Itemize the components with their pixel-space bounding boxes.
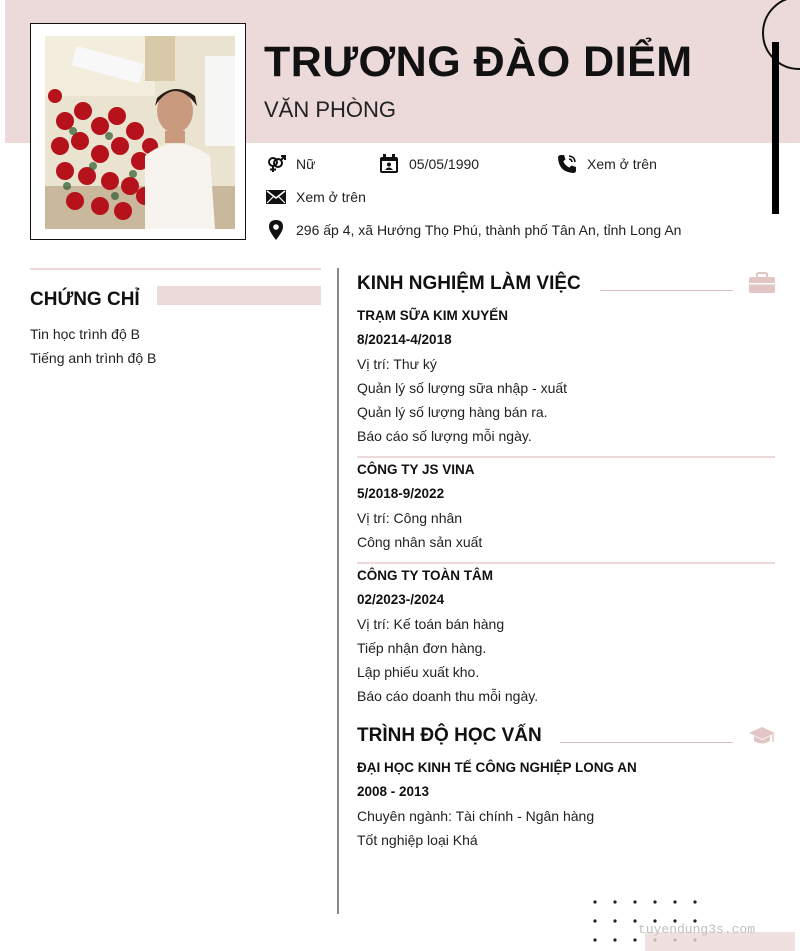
birthday-value: 05/05/1990 [409,156,480,172]
job-company: CÔNG TY TOÀN TÂM [357,568,494,583]
certificate-item: Tin học trình độ B [30,326,140,342]
education-school: ĐẠI HỌC KINH TẾ CÔNG NGHIỆP LONG AN [357,760,637,775]
job-line: Công nhân sản xuất [357,534,483,550]
education-line: Tốt nghiệp loại Khá [357,832,478,848]
education-entry [357,756,777,852]
job-line: Vị trí: Công nhân [357,510,463,526]
education-period: 2008 - 2013 [357,784,430,799]
experience-title: KINH NGHIỆM LÀM VIỆC [357,273,581,294]
job-line: Quản lý số lượng sữa nhập - xuất [357,380,568,396]
address-value: 296 ấp 4, xã Hướng Thọ Phú, thành phố Tân An, tỉnh Long An [296,222,682,238]
envelope-icon [266,187,286,207]
job-line: Lập phiếu xuất kho. [357,664,480,680]
job-line: Báo cáo số lượng mỗi ngày. [357,428,532,444]
gender-value: Nữ [296,156,316,172]
gender-info [266,154,315,174]
calendar-icon [379,154,399,174]
job-line: Vị trí: Kế toán bán hàng [357,616,505,632]
job-entry [357,564,777,708]
watermark: tuyendung3s.com [638,922,756,937]
phone-info [557,154,657,174]
education-line: Chuyên ngành: Tài chính - Ngân hàng [357,808,595,824]
job-line: Báo cáo doanh thu mỗi ngày. [357,688,539,704]
address-info [266,220,681,240]
phone-value: Xem ở trên [587,156,657,172]
email-info [266,187,366,207]
briefcase-icon [749,272,775,294]
job-period: 02/2023-/2024 [357,592,445,607]
job-entry [357,304,777,448]
job-line: Tiếp nhận đơn hàng. [357,640,487,656]
job-line: Vị trí: Thư ký [357,356,437,372]
certificates-title-accent [157,286,321,305]
certificates-title: CHỨNG CHỈ [30,289,140,310]
experience-title-line [600,290,733,291]
birthday-info [379,154,479,174]
graduation-cap-icon [749,725,775,747]
job-period: 5/2018-9/2022 [357,486,445,501]
education-title: TRÌNH ĐỘ HỌC VẤN [357,725,542,746]
profile-photo-frame [30,23,246,240]
certificate-item: Tiếng anh trình độ B [30,350,157,366]
certificates-list [30,322,156,370]
profile-photo [45,36,235,229]
phone-icon [557,154,577,174]
job-company: TRẠM SỮA KIM XUYẾN [357,308,508,323]
left-column-divider [30,268,321,270]
job-company: CÔNG TY JS VINA [357,462,475,477]
decorative-bar [772,42,779,214]
job-period: 8/20214-4/2018 [357,332,452,347]
job-entry [357,458,777,554]
candidate-role: VĂN PHÒNG [264,97,397,122]
candidate-name: TRƯƠNG ĐÀO DIỂM [264,38,693,86]
gender-icon [266,154,286,174]
location-pin-icon [266,220,286,240]
job-line: Quản lý số lượng hàng bán ra. [357,404,548,420]
column-separator [337,268,339,914]
education-title-line [560,742,733,743]
email-value: Xem ở trên [296,189,366,205]
